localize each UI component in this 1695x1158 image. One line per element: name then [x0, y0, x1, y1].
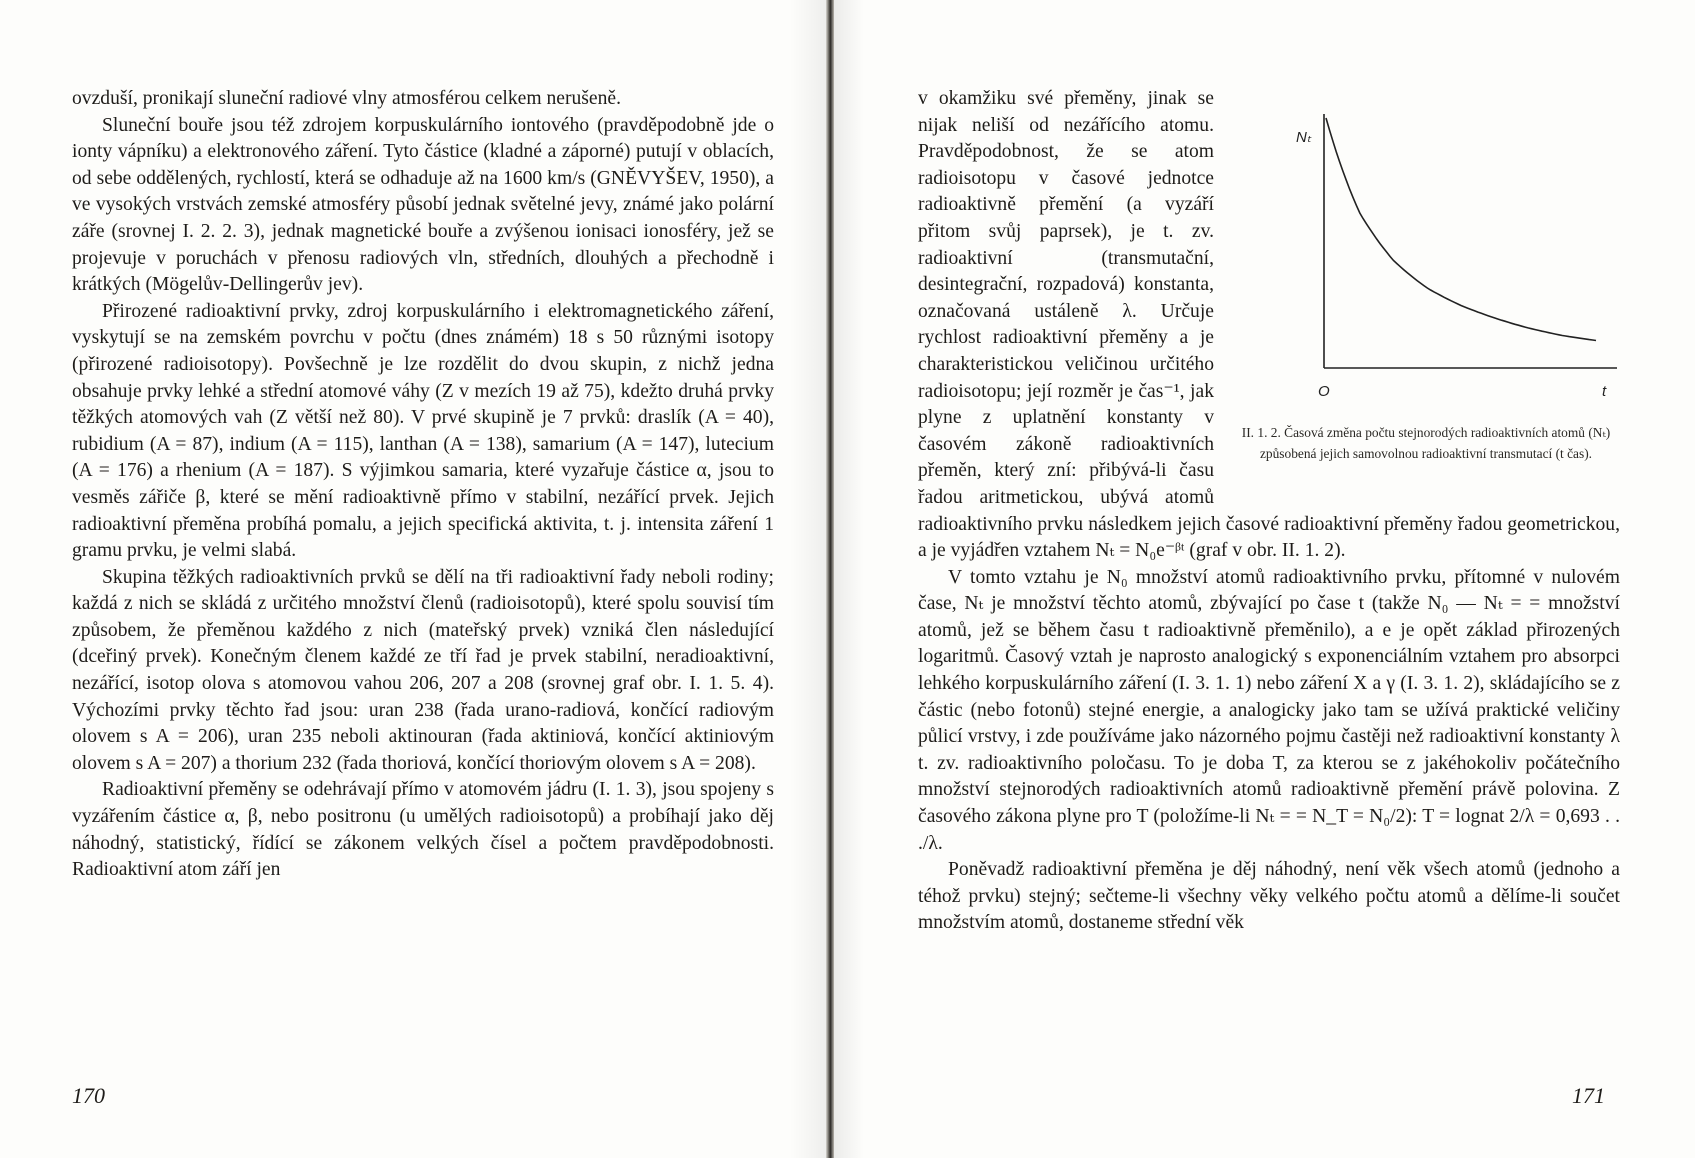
right-page — [918, 86, 1620, 937]
x-axis-label: t — [1602, 383, 1607, 400]
left-page — [72, 86, 774, 884]
book-gutter — [826, 0, 834, 1158]
figure-caption: II. 1. 2. Časová změna počtu stejnorodých radioaktivních atomů (Nₜ) způsobená jejich samovolnou radioaktivní transmutací (t čas). — [1241, 425, 1611, 461]
gutter-shadow-right — [834, 0, 864, 1158]
decay-curve — [1326, 118, 1596, 341]
paragraph: Přirozené radioaktivní prvky, zdroj korpuskulárního i elektromagnetického záření, vyskytují se na zemském povrchu v počtu (dnes známém) 18 s 50 různými isotopy (přirozené radioisotopy). Povšechně je lze rozdělit do dvou skupin, z nichž jedna obsahuje prvky lehké a střední atomové váhy (Z v mezích 19 až 75), kdežto druhá prvky těžkých atomových vah (Z větší než 80). V prvé skupině je 7 prvků: draslík (A = 40), rubidium (A = 87), indium (A = 115), lanthan (A = 138), samarium (A = 147), lutecium (A = 176) a rhenium (A = 187). S výjimkou samaria, které vyzařuje částice α, jsou to vesměs zářiče β, které se mění radioaktivně přímo v stabilní, nezářící prvek. Jejich radioaktivní přeměna probíhá pomalu, a jejich specifická aktivita, t. j. intensita záření 1 gramu prvku, je velmi slabá. — [72, 300, 774, 562]
paragraph: Sluneční bouře jsou též zdrojem korpuskulárního iontového (pravděpodobně jde o ionty vápníku) a elektronového záření. Tyto částice (kladné a záporné) putují v oblacích, od sebe oddělených, rychlostí, která se odhaduje až na 1600 km/s (GNĚVYŠEV, 1950), a ve vysokých vrstvách zemské atmosféry působí jednak světelné jevy, známé jako polární záře (srovnej I. 2. 2. 3), jednak magnetické bouře a zvýšenou ionisaci ionosféry, jež se projevuje v poruchách v přenosu radiových vln, středních, dlouhých a přechodně i krátkých (Mögelův-Dellingerův jev). — [72, 114, 774, 296]
page-number-left: 170 — [72, 1083, 105, 1108]
paragraph: ovzduší, pronikají sluneční radiové vlny atmosférou celkem nerušeně. — [72, 88, 622, 109]
paragraph: Poněvadž radioaktivní přeměna je děj náhodný, není věk všech atomů (jednoho a téhož prvku) stejný; sečteme-li všechny věky velkého počtu atomů a dělíme-li součet množstvím atomů, dostaneme střední věk — [918, 859, 1620, 934]
decay-graph-figure — [1232, 86, 1620, 490]
decay-graph — [1232, 86, 1620, 422]
paragraph: Skupina těžkých radioaktivních prvků se dělí na tři radioaktivní řady neboli rodiny; každá z nich se skládá z určitého množství členů (radioisotopů), které spolu souvisí tím způsobem, že přeměnou každého z nich (mateřský prvek) vzniká člen následující (dceřiný prvek). Konečným členem každé ze tří řad je prvek stabilní, neradioaktivní, nezářící, isotop olova s atomovou vahou 206, 207 a 208 (srovnej graf obr. I. 1. 5. 4). Výchozími prvky těchto řad jsou: uran 238 (řada urano-radiová, končící radiovým olovem s A = 206), uran 235 neboli aktinouran (řada aktiniová, končící aktiniovým olovem s A = 207) a thorium 232 (řada thoriová, končící thoriovým olovem s A = 208). — [72, 566, 774, 774]
paragraph: Radioaktivní přeměny se odehrávají přímo v atomovém jádru (I. 1. 3), jsou spojeny s vyzářením částice α, β, nebo positronu (u umělých radioisotopů) a probíhají jako děj náhodný, statistický, řídící se zákonem velkých čísel a počtem pravděpodobnosti. Radioaktivní atom září jen — [72, 779, 774, 881]
paragraph: v okamžiku své přeměny, jinak se nijak neliší od nezářícího atomu. Pravděpodobnost, že se atom radioisotopu v časové jednotce radioaktivně přemění (a vyzáří přitom svůj paprsek), je t. zv. radioaktivní (transmutační, desintegrační, rozpadová) konstanta, označovaná ustáleně λ. Určuje rychlost radioaktivní přeměny a je charakteristickou veličinou určitého radioisotopu; její rozměr je čas⁻¹, jak plyne z uplatnění konstanty v časovém zákoně radioaktivních přeměn, který zní: přibývá-li času řadou aritmetickou, ubývá atomů radioaktivního prvku následkem jejich časové radioaktivní přeměny řadou geometrickou, a je vyjádřen vztahem Nₜ = N₀e⁻ᵝᵗ (graf v obr. II. 1. 2). — [918, 88, 1620, 562]
y-axis-label: Nₜ — [1296, 129, 1312, 146]
paragraph: V tomto vztahu je N₀ množství atomů radioaktivního prvku, přítomné v nulovém čase, Nₜ je množství těchto atomů, zbývající po čase t (takže N₀ — Nₜ = = množství atomů, jež se během času t radioaktivně přeměnilo), a e je opět základ přirozených logaritmů. Časový vztah je naprosto analogický s exponenciálním vztahem pro absorpci lehkého korpuskulárního záření (I. 3. 1. 1) nebo záření X a γ (I. 3. 1. 2), skládajícího se z částic (nebo fotonů) stejné energie, a analogicky jako tam se užívá praktické veličiny půlicí vrstvy, i zde používáme jako názorného pojmu častěji než radioaktivní konstanty λ t. zv. radioaktivního poločasu. To je doba T, za kterou se z jakéhokoliv počátečního množství stejnorodých radioaktivních atomů radioaktivně přemění právě polovina. Z časového zákona plyne pro T (položíme-li Nₜ = = N_T = N₀/2): T = lognat 2/λ = 0,693 . . ./λ. — [918, 566, 1620, 854]
gutter-shadow-left — [790, 0, 826, 1158]
page-number-right: 171 — [1572, 1083, 1605, 1108]
text-with-figure — [918, 86, 1620, 857]
origin-label: O — [1318, 383, 1330, 400]
